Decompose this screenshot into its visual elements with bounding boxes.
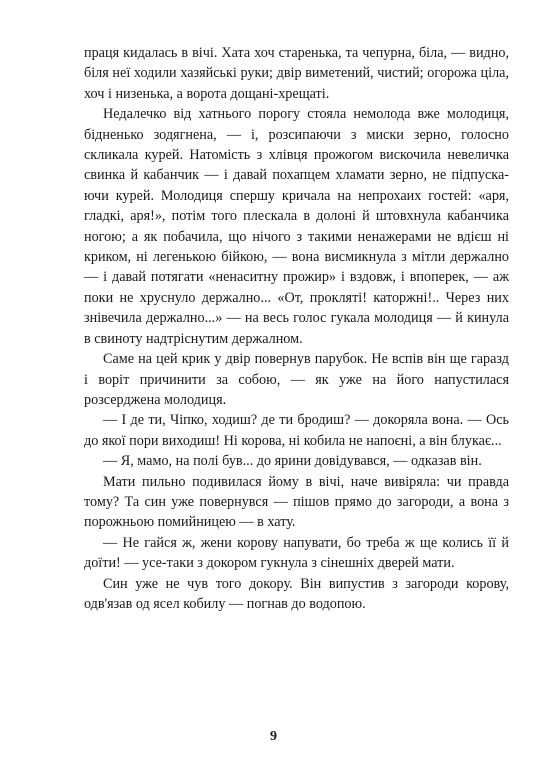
page-number: 9 — [270, 729, 277, 744]
paragraph-7: — Не гайся ж, жени корову напувати, бо треба ж ще колись її й доїти! — усе-таки з докором гукнула з сінешніх дверей мати. — [84, 534, 509, 572]
paragraph-2: Недалечко від хатнього порогу стояла немолода вже молодиця, бідненько зодягнена, — і, розсипаючи з миски зерно, голосно скликала курей. Натомість з хлівця прожогом вискочила невеличка свинка й кабанчик — і давай похапцем хламати зерно, не підпускаючи курей. Молодиця спершу кричала на непрохаих гостей: «аря, гладкі, аря!», потім того плескала в долоні й штовхнула кабанчика ногою; а як побачила, що нічого з такими ненажерами не вдієш ні криком, ні легенькою бійкою, — вона висмикнула з мітли держално — і давай потягати «ненаситну прожир» і вздовж, і впоперек, — аж поки не хруснуло держално... «От, прокляті! каторжні!.. Через них знівечила держално...» — на весь голос гукала молодиця — й кинула в свиноту надтріснутим держалном. — [84, 106, 509, 347]
paragraph-6: Мати пильно подивилася йому в вічі, наче вивіряла: чи правда тому? Та син уже повернувся — пішов прямо до загороди, а вона з порожньою помийницею — в хату. — [84, 473, 509, 531]
paragraph-4: — І де ти, Чіпко, ходиш? де ти бродиш? — докоряла вона. — Ось до якої пори виходиш! Ні корова, ні кобила не напоєні, а він блукає... — [84, 412, 509, 449]
body-text — [84, 43, 509, 614]
paragraph-1: праця кидалась в вічі. Хата хоч старенька, та чепурна, біла, — видно, біля неї ходили хазяйські руки; двір виметений, чистий; огорожа ціла, хоч і низенька, а ворота дощані-хрещаті. — [84, 45, 509, 102]
paragraph-5: — Я, мамо, на полі був... до ярини довідувався, — одказав він. — [103, 453, 482, 470]
paragraph-3: Саме на цей крик у двір повернув парубок. Не вспів він ще гаразд і ворiт причинити за собою, — як уже на його напустилася розсерджена молодиця. — [84, 351, 509, 408]
paragraph-8: Син уже не чув того докору. Він випустив з загороди корову, одв'язав од ясел кобилу — погнав до водопою. — [84, 575, 509, 612]
